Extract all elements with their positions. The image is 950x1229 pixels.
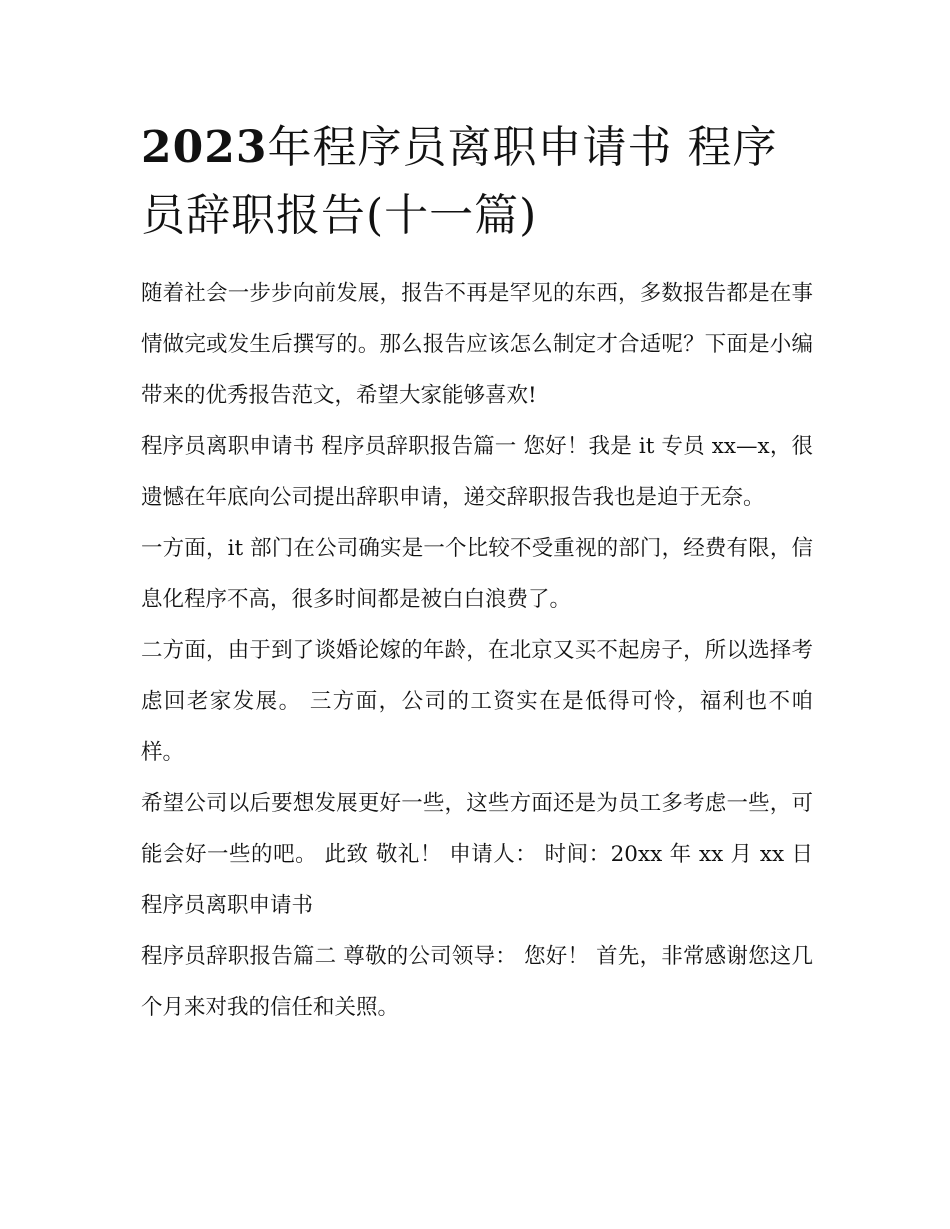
paragraph-reason-two-three: 二方面，由于到了谈婚论嫁的年龄，在北京又买不起房子，所以选择考虑回老家发展。 三方面，公司的工资实在是低得可怜，福利也不咱样。 <box>141 638 813 765</box>
paragraph-reason-one: 一方面，it 部门在公司确实是一个比较不受重视的部门，经费有限，信息化程序不高，很多时间都是被白白浪费了。 <box>141 536 813 612</box>
document-body <box>141 114 813 1033</box>
paragraph-closing: 希望公司以后要想发展更好一些，这些方面还是为员工多考虑一些，可能会好一些的吧。 此致 敬礼！ 申请人： 时间：20xx 年 xx 月 xx 日 程序员离职申请书 <box>141 791 813 918</box>
paragraph-letter-one-opening: 程序员离职申请书 程序员辞职报告篇一 您好！我是 it 专员 xx—x，很遗憾在年底向公司提出辞职申请，递交辞职报告我也是迫于无奈。 <box>141 434 813 510</box>
paragraph-letter-two-opening: 程序员辞职报告篇二 尊敬的公司领导： 您好！ 首先，非常感谢您这几个月来对我的信任和关照。 <box>141 944 813 1020</box>
paragraph-intro: 随着社会一步步向前发展，报告不再是罕见的东西，多数报告都是在事情做完或发生后撰写的。那么报告应该怎么制定才合适呢？下面是小编带来的优秀报告范文，希望大家能够喜欢! <box>141 281 813 408</box>
document-title <box>141 114 813 250</box>
title-year: 2023 <box>141 122 268 173</box>
title-text: 年程序员离职申请书 程序员辞职报告(十一篇) <box>141 122 778 241</box>
